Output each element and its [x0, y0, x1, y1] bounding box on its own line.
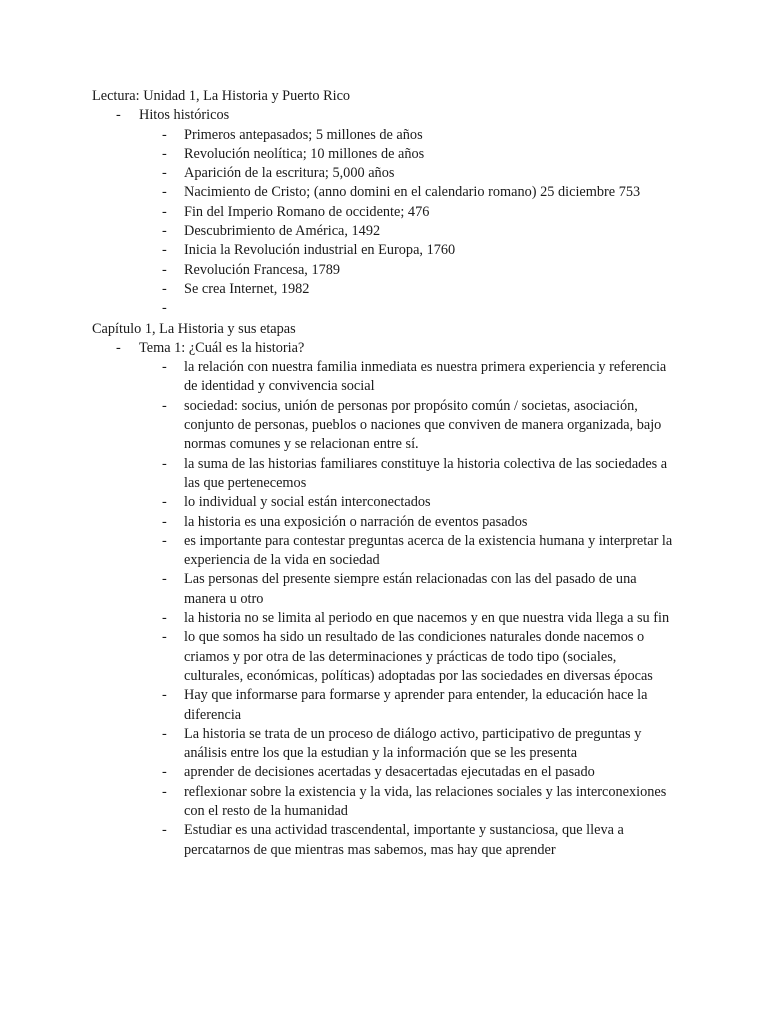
list-item: [138, 821, 682, 860]
list-item-text: Las personas del presente siempre están relacionadas con las del pasado de una manera u otro: [184, 571, 637, 607]
list-item: [138, 261, 682, 280]
bullet-dash: -: [162, 261, 167, 278]
list-item-text: Se crea Internet, 1982: [184, 280, 310, 297]
outline-level-2: [138, 358, 682, 860]
bullet-dash: -: [162, 532, 167, 549]
list-item: [138, 513, 682, 532]
subtitle-text: Hitos históricos: [139, 107, 230, 124]
list-item: [138, 609, 682, 628]
list-item-text: [184, 299, 674, 318]
outline-level-1: [92, 339, 682, 860]
section-capitulo: [92, 320, 682, 860]
bullet-dash: -: [162, 455, 167, 472]
section-lectura: [92, 87, 682, 319]
list-item: [138, 241, 682, 260]
list-item-text: Descubrimiento de América, 1492: [184, 223, 381, 240]
section-title: Lectura: Unidad 1, La Historia y Puerto Rico: [92, 88, 351, 104]
list-item-text: Estudiar es una actividad trascendental, importante y sustanciosa, que lleva a percatarnos de que mientras mas sabemos, mas hay que aprender: [184, 822, 624, 858]
document-body: [92, 87, 682, 860]
list-item-text: la historia no se limita al periodo en que nacemos y en que nuestra vida llega a su fin: [184, 610, 670, 627]
list-item: [138, 222, 682, 241]
list-item: [138, 725, 682, 764]
list-item-text: Revolución Francesa, 1789: [184, 261, 341, 278]
list-item: [138, 532, 682, 571]
bullet-dash: -: [162, 629, 167, 646]
list-item-text: Inicia la Revolución industrial en Europa, 1760: [184, 242, 456, 259]
list-item: [138, 126, 682, 145]
bullet-dash: -: [162, 126, 167, 143]
list-item: [138, 280, 682, 299]
bullet-dash: -: [162, 280, 167, 297]
bullet-dash: -: [162, 571, 167, 588]
list-item: [138, 203, 682, 222]
bullet-dash: -: [116, 339, 121, 356]
list-item: [138, 455, 682, 494]
list-item: [138, 145, 682, 164]
outline-level-2: [138, 126, 682, 319]
list-item-text: lo individual y social están interconectados: [184, 494, 431, 511]
list-item: [138, 783, 682, 822]
list-item: [138, 493, 682, 512]
list-item-text: sociedad: socius, unión de personas por propósito común / societas, asociación, conjunto de personas, pueblos o naciones que conviven de manera organizada, bajo normas comunes y se relacionan entre sí.: [184, 397, 662, 453]
list-item-text: Aparición de la escritura; 5,000 años: [184, 165, 395, 182]
bullet-dash: -: [162, 165, 167, 182]
subtitle-text: Tema 1: ¿Cuál es la historia?: [139, 339, 305, 356]
bullet-dash: -: [162, 223, 167, 240]
bullet-dash: -: [162, 203, 167, 220]
list-item: [138, 397, 682, 455]
list-item: [138, 183, 682, 202]
list-item-text: aprender de decisiones acertadas y desacertadas ejecutadas en el pasado: [184, 764, 595, 781]
bullet-dash: -: [162, 359, 167, 376]
list-item: [138, 164, 682, 183]
list-item-text: Fin del Imperio Romano de occidente; 476: [184, 203, 430, 220]
list-item-text: Hay que informarse para formarse y aprender para entender, la educación hace la diferencia: [184, 687, 648, 723]
list-item: [138, 763, 682, 782]
bullet-dash: -: [162, 494, 167, 511]
list-item-text: la relación con nuestra familia inmediata es nuestra primera experiencia y referencia de identidad y convivencia social: [184, 359, 667, 395]
bullet-dash: -: [162, 145, 167, 162]
subtitle-item: [92, 106, 682, 318]
outline-level-1: [92, 106, 682, 318]
bullet-dash: -: [162, 764, 167, 781]
list-item-text: la suma de las historias familiares constituye la historia colectiva de las sociedades a las que pertenecemos: [184, 455, 668, 491]
bullet-dash: -: [162, 513, 167, 530]
list-item-text: lo que somos ha sido un resultado de las condiciones naturales donde nacemos o criamos y por otra de las determinaciones y prácticas de todo tipo (sociales, culturales, económicas, políticas) adoptadas por las sociedades en diversas épocas: [184, 629, 653, 684]
bullet-dash: -: [162, 610, 167, 627]
list-item: [138, 628, 682, 686]
list-item-text: Primeros antepasados; 5 millones de años: [184, 126, 423, 143]
bullet-dash: -: [162, 822, 167, 839]
bullet-dash: -: [162, 783, 167, 800]
list-item-text: la historia es una exposición o narración de eventos pasados: [184, 513, 528, 530]
list-item-text: La historia se trata de un proceso de diálogo activo, participativo de preguntas y análisis entre los que la estudian y la información que se les presenta: [184, 725, 642, 762]
bullet-dash: -: [162, 300, 167, 317]
list-item-text: reflexionar sobre la existencia y la vida, las relaciones sociales y las interconexiones con el resto de la humanidad: [184, 783, 667, 819]
bullet-dash: -: [162, 242, 167, 259]
bullet-dash: -: [116, 107, 121, 124]
section-title: Capítulo 1, La Historia y sus etapas: [92, 320, 296, 337]
bullet-dash: -: [162, 725, 167, 742]
list-item-text: Revolución neolítica; 10 millones de años: [184, 145, 425, 162]
bullet-dash: -: [162, 687, 167, 704]
list-item-empty: [138, 299, 682, 318]
list-item-text: Nacimiento de Cristo; (anno domini en el calendario romano) 25 diciembre 753: [184, 184, 641, 201]
list-item-text: es importante para contestar preguntas acerca de la existencia humana y interpretar la experiencia de la vida en sociedad: [184, 532, 673, 569]
list-item: [138, 358, 682, 397]
bullet-dash: -: [162, 397, 167, 414]
subtitle-item: [92, 339, 682, 860]
bullet-dash: -: [162, 184, 167, 201]
list-item: [138, 686, 682, 725]
list-item: [138, 570, 682, 609]
